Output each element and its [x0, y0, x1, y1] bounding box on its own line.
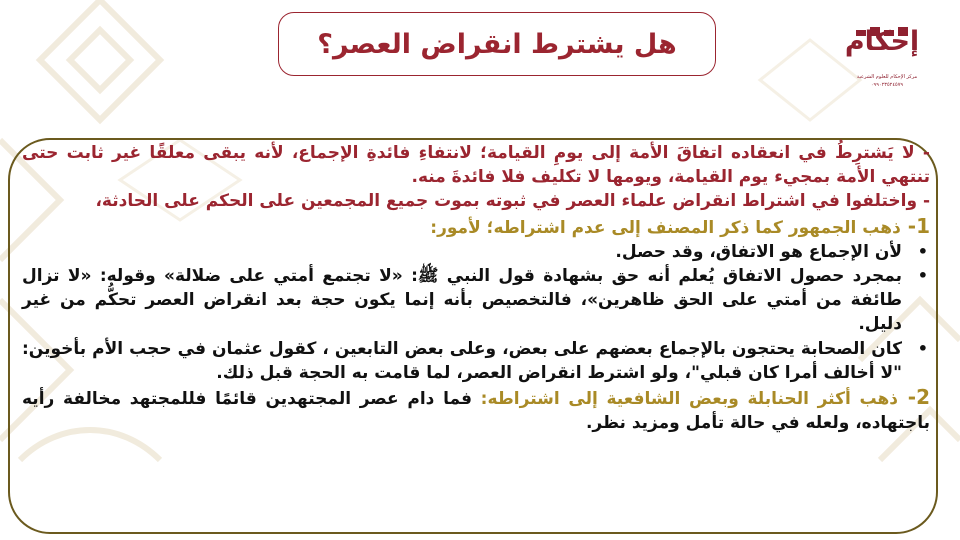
logo-subtitle: مركز الإحكام للعلوم الشرعية	[856, 74, 918, 80]
bullet-dot: •	[917, 338, 928, 358]
point-2-heading: ذهب أكثر الحنابلة وبعض الشافعية إلى اشتراطه:	[480, 389, 899, 410]
content-body	[22, 141, 930, 435]
bullet-text-3: كان الصحابة يحتجون بالإجماع بعضهم على بعض، وعلى بعض التابعين ، كقول عثمان في حجب الأم بأخوين: "لا أخالف أمرا كان قبلي"، ولو اشترط انقراض العصر، لما قامت به الحجة قبل ذلك.	[22, 338, 902, 383]
bullet-item-3	[22, 337, 928, 385]
bullet-dot: •	[917, 241, 928, 261]
point-1-number: 1-	[900, 213, 930, 238]
paragraph-1: - لا يَشترِطُ في انعقاده اتفاقَ الأمة إلى يومِ القيامة؛ لانتفاءِ فائدةِ الإجماع، لأنه يبقى معلقًا غير ثابت حتى تنتهي الأمة بمجيء يوم القيامة، ويومها لا تكليف فلا فائدةَ منه.	[22, 143, 930, 188]
logo-phone: ٠٩٩٠٢٣٥٢٤٥٧٩	[870, 82, 904, 88]
bullet-text-1: لأن الإجماع هو الاتفاق، وقد حصل.	[615, 241, 902, 262]
bullet-item-2	[22, 264, 928, 337]
bullet-dot: •	[917, 266, 928, 286]
bullet-text-2: بمجرد حصول الاتفاق يُعلم أنه حق بشهادة قول النبي ﷺ: «لا تجتمع أمتي على ضلالة» وقوله: «لا تزال طائفة من أمتي على الحق ظاهرين»، فالتخصيص بأنه إنما يكون حجة بعد انقراض العصر تحكُّم من غير دليل.	[22, 266, 902, 335]
logo-name: إحكام	[844, 26, 920, 57]
bullet-item-1	[22, 240, 928, 264]
bullet-list	[22, 240, 930, 385]
logo	[842, 24, 936, 96]
title-box	[278, 12, 716, 76]
point-2-number: 2-	[898, 385, 930, 410]
paragraph-2: - واختلفوا في اشتراط انقراض علماء العصر في ثبوته بموت جميع المجمعين على الحكم على الحادثة،	[95, 191, 930, 212]
point-1	[22, 214, 930, 240]
point-1-text: ذهب الجمهور كما ذكر المصنف إلى عدم اشتراطه؛ لأمور:	[430, 217, 901, 238]
point-2	[22, 385, 930, 435]
point-2-text: فما دام عصر المجتهدين قائمًا فللمجتهد مخالفة رأيه باجتهاده، ولعله في حالة تأمل ومزيد نظر.	[22, 389, 930, 434]
page-title: هل يشترط انقراض العصر؟	[317, 28, 677, 60]
